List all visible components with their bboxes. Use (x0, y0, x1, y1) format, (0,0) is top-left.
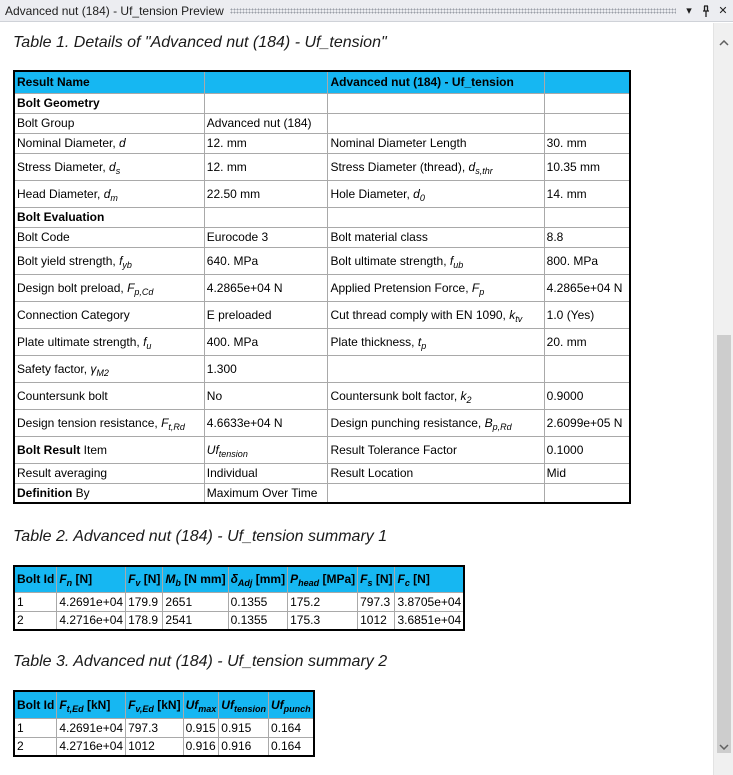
table-cell: 2541 (163, 611, 228, 630)
table-cell: 0.164 (268, 737, 313, 756)
table-cell: 797.3 (126, 718, 184, 737)
window-titlebar (0, 0, 733, 22)
summary1-table (13, 565, 465, 631)
table-row (14, 207, 630, 227)
row-value: Advanced nut (184) (204, 113, 328, 133)
header-cell: $P_{head}$ [MPa] (288, 566, 358, 592)
scrollbar-thumb[interactable] (717, 335, 731, 753)
header-cell: $Uf_{max}$ (183, 691, 219, 718)
row-value: 2.6099e+05 N (544, 409, 630, 436)
header-cell (204, 71, 328, 93)
row-value: 1.300 (204, 355, 328, 382)
row-value: 12. mm (204, 133, 328, 153)
header-cell: $\delta_{Adj}$ [mm] (228, 566, 288, 592)
row-label: Stress Diameter, $d_s$ (14, 153, 204, 180)
row-value: 4.2865e+04 N (544, 274, 630, 301)
row-label: Applied Pretension Force, $F_p$ (328, 274, 544, 301)
table-cell: 797.3 (358, 592, 395, 611)
header-cell: $F_s$ [N] (358, 566, 395, 592)
header-cell (544, 71, 630, 93)
row-value: 14. mm (544, 180, 630, 207)
row-label: Result Location (328, 463, 544, 483)
table-cell: 0.915 (219, 718, 269, 737)
scroll-down-icon[interactable] (714, 737, 733, 757)
bolt-id-cell: 1 (14, 718, 57, 737)
header-cell: $Uf_{tension}$ (219, 691, 269, 718)
details-table (13, 70, 631, 504)
table-cell: 0.164 (268, 718, 313, 737)
table1-caption: Table 1. Details of "Advanced nut (184) - Uf_tension" (13, 34, 387, 51)
table-row (14, 113, 630, 133)
row-label: Hole Diameter, $d_0$ (328, 180, 544, 207)
row-value: 4.2865e+04 N (204, 274, 328, 301)
row-label: Safety factor, $\gamma_{M2}$ (14, 355, 204, 382)
table-cell: 4.2691e+04 (57, 718, 126, 737)
table-row (14, 301, 630, 328)
row-value: 640. MPa (204, 247, 328, 274)
row-label: Plate thickness, $t_p$ (328, 328, 544, 355)
header-cell: $F_n$ [N] (57, 566, 126, 592)
row-value: Maximum Over Time (204, 483, 328, 503)
row-label: Bolt yield strength, $f_{yb}$ (14, 247, 204, 274)
row-label: Countersunk bolt factor, $k_2$ (328, 382, 544, 409)
row-value: 1.0 (Yes) (544, 301, 630, 328)
table3-caption: Table 3. Advanced nut (184) - Uf_tension summary 2 (13, 653, 388, 670)
row-value: 8.8 (544, 227, 630, 247)
close-icon[interactable]: ✕ (718, 5, 728, 17)
table-row (14, 718, 314, 737)
table-cell: 1012 (126, 737, 184, 756)
row-label: Definition By (14, 483, 204, 503)
table-cell: 2651 (163, 592, 228, 611)
table-row (14, 463, 630, 483)
bolt-id-cell: 2 (14, 611, 57, 630)
row-label: Nominal Diameter Length (328, 133, 544, 153)
row-label: Cut thread comply with EN 1090, $k_{tv}$ (328, 301, 544, 328)
table-cell: 175.3 (288, 611, 358, 630)
table-row (14, 436, 630, 463)
row-label: Nominal Diameter, d (14, 133, 204, 153)
row-label: Result averaging (14, 463, 204, 483)
table-row (14, 611, 464, 630)
row-label: Bolt Code (14, 227, 204, 247)
row-value: Individual (204, 463, 328, 483)
table-row (14, 227, 630, 247)
table-cell: 4.2716e+04 (57, 737, 126, 756)
row-label: Result Tolerance Factor (328, 436, 544, 463)
row-value: E preloaded (204, 301, 328, 328)
table-cell: 0.915 (183, 718, 219, 737)
section-label: Bolt Evaluation (14, 207, 204, 227)
table-cell: 4.2716e+04 (57, 611, 126, 630)
table-cell: 178.9 (126, 611, 163, 630)
table-cell: 0.916 (219, 737, 269, 756)
row-label: Bolt Group (14, 113, 204, 133)
header-cell: $Uf_{punch}$ (268, 691, 313, 718)
row-label: Design bolt preload, $F_{p,Cd}$ (14, 274, 204, 301)
header-cell: $F_v$ [N] (126, 566, 163, 592)
row-label: Bolt material class (328, 227, 544, 247)
pin-icon[interactable] (699, 3, 713, 19)
table-row (14, 409, 630, 436)
table-cell: 3.8705e+04 (395, 592, 464, 611)
header-cell: $F_{t,Ed}$ [kN] (57, 691, 126, 718)
table-row (14, 274, 630, 301)
row-label: Connection Category (14, 301, 204, 328)
row-value: 400. MPa (204, 328, 328, 355)
table-row (14, 355, 630, 382)
table-row (14, 133, 630, 153)
row-label: Design tension resistance, $F_{t,Rd}$ (14, 409, 204, 436)
table-cell: 179.9 (126, 592, 163, 611)
row-value: 22.50 mm (204, 180, 328, 207)
table-row (14, 737, 314, 756)
header-cell: $F_c$ [N] (395, 566, 464, 592)
dropdown-icon[interactable]: ▾ (686, 5, 692, 17)
row-value: 30. mm (544, 133, 630, 153)
table-header-row (14, 691, 314, 718)
row-value: Eurocode 3 (204, 227, 328, 247)
scroll-up-icon[interactable] (714, 33, 733, 53)
table-row (14, 592, 464, 611)
vertical-scrollbar[interactable] (713, 23, 733, 775)
header-cell: $M_b$ [N mm] (163, 566, 228, 592)
header-cell: Advanced nut (184) - Uf_tension (328, 71, 544, 93)
row-value: 0.1000 (544, 436, 630, 463)
window-title: Advanced nut (184) - Uf_tension Preview (5, 3, 224, 18)
table-cell: 0.1355 (228, 592, 288, 611)
bolt-id-cell: 2 (14, 737, 57, 756)
row-value: Mid (544, 463, 630, 483)
row-label: Head Diameter, $d_m$ (14, 180, 204, 207)
table-cell: 0.1355 (228, 611, 288, 630)
row-label: Countersunk bolt (14, 382, 204, 409)
row-label: Design punching resistance, $B_{p,Rd}$ (328, 409, 544, 436)
table-cell: 175.2 (288, 592, 358, 611)
table-cell: 4.2691e+04 (57, 592, 126, 611)
row-label: Stress Diameter (thread), $d_{s,thr}$ (328, 153, 544, 180)
header-cell: $F_{v,Ed}$ [kN] (126, 691, 184, 718)
drag-grip[interactable] (230, 8, 676, 14)
table-cell: 0.916 (183, 737, 219, 756)
table-row (14, 247, 630, 274)
row-value: 20. mm (544, 328, 630, 355)
table-row (14, 153, 630, 180)
bolt-id-cell: 1 (14, 592, 57, 611)
table-row (14, 382, 630, 409)
header-cell: Bolt Id (14, 566, 57, 592)
row-label: Bolt Result Item (14, 436, 204, 463)
table-cell: 3.6851e+04 (395, 611, 464, 630)
row-value: 12. mm (204, 153, 328, 180)
table-header-row (14, 71, 630, 93)
header-cell: Bolt Id (14, 691, 57, 718)
header-cell: Result Name (14, 71, 204, 93)
preview-content (0, 23, 713, 775)
row-label: Plate ultimate strength, $f_u$ (14, 328, 204, 355)
section-label: Bolt Geometry (14, 93, 204, 113)
table-cell: 1012 (358, 611, 395, 630)
row-value: 0.9000 (544, 382, 630, 409)
summary2-table (13, 690, 315, 757)
row-value: 10.35 mm (544, 153, 630, 180)
table-row (14, 180, 630, 207)
table-row (14, 483, 630, 503)
row-label: Bolt ultimate strength, $f_{ub}$ (328, 247, 544, 274)
table-row (14, 328, 630, 355)
row-value: $Uf_{tension}$ (204, 436, 328, 463)
row-value: No (204, 382, 328, 409)
row-value: 800. MPa (544, 247, 630, 274)
table-row (14, 93, 630, 113)
row-value: 4.6633e+04 N (204, 409, 328, 436)
table-header-row (14, 566, 464, 592)
table2-caption: Table 2. Advanced nut (184) - Uf_tension summary 1 (13, 528, 388, 545)
